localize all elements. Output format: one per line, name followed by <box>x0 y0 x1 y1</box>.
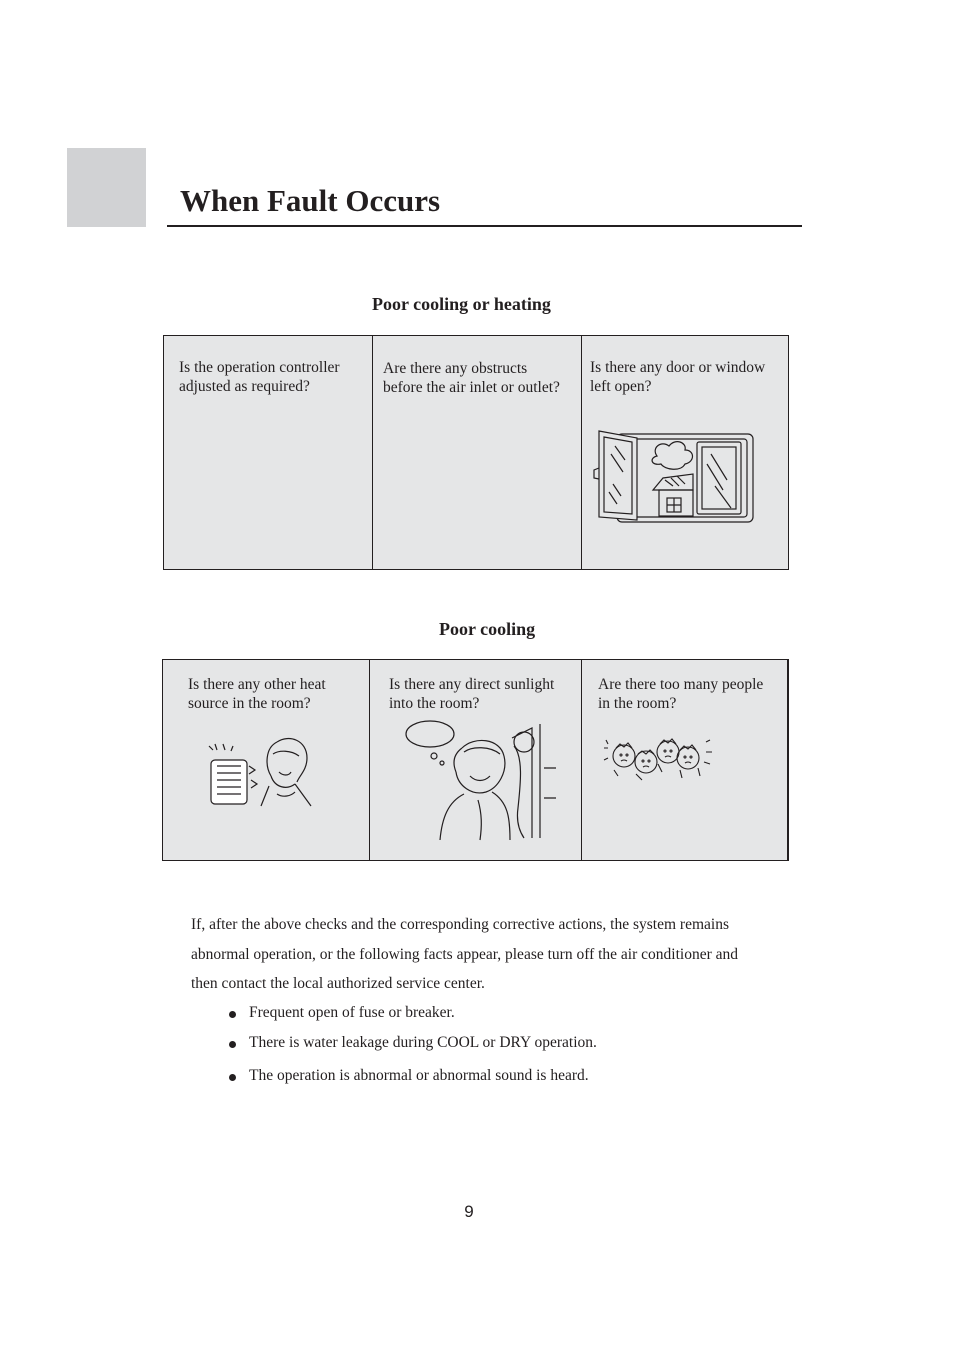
notice-line: If, after the above checks and the corresponding corrective actions, the system remains <box>191 916 729 933</box>
list-item-text: Frequent open of fuse or breaker. <box>249 1004 455 1021</box>
list-item <box>229 1031 597 1061</box>
poor-cooling-panel <box>162 659 789 861</box>
check-cell-crowd <box>581 660 788 860</box>
heater-person-illustration <box>203 736 319 808</box>
check-cell-sunlight <box>369 660 581 860</box>
check-cell-controller <box>164 336 372 569</box>
bullet-icon <box>229 1041 236 1048</box>
crowd-illustration <box>602 730 714 784</box>
list-item <box>229 1064 597 1094</box>
check-cell-obstructs <box>372 336 581 569</box>
title-underline <box>167 225 802 227</box>
page-number: 9 <box>464 1202 474 1221</box>
list-item-text: The operation is abnormal or abnormal sound is heard. <box>249 1067 589 1084</box>
section-heading-poor-cooling: Poor cooling <box>439 619 536 639</box>
bullet-icon <box>229 1074 236 1081</box>
notice-line: then contact the local authorized service center. <box>191 975 485 992</box>
check-cell-door-window <box>581 336 788 569</box>
sunlight-person-illustration <box>400 718 560 842</box>
section-heading-poor-cooling-heating: Poor cooling or heating <box>372 294 551 314</box>
check-question: Is the operation controller adjusted as required? <box>179 359 340 395</box>
list-item <box>229 1001 597 1031</box>
check-question: Is there any other heat source in the room? <box>188 676 326 712</box>
check-question: Is there any direct sunlight into the room? <box>389 676 555 712</box>
list-item-text: There is water leakage during COOL or DRY operation. <box>249 1034 597 1051</box>
page-title: When Fault Occurs <box>180 183 441 218</box>
check-question: Are there too many people in the room? <box>598 676 764 712</box>
section-tab-block <box>67 148 146 227</box>
check-question: Are there any obstructs before the air inlet or outlet? <box>383 360 560 396</box>
service-notice-paragraph <box>191 910 801 999</box>
open-window-illustration <box>587 428 757 526</box>
notice-line: abnormal operation, or the following facts appear, please turn off the air conditioner and <box>191 945 738 963</box>
check-question: Is there any door or window left open? <box>590 359 766 395</box>
bullet-icon <box>229 1011 236 1018</box>
poor-cooling-heating-panel <box>163 335 789 570</box>
fault-symptom-list <box>229 1001 597 1094</box>
check-cell-heat-source <box>163 660 369 860</box>
